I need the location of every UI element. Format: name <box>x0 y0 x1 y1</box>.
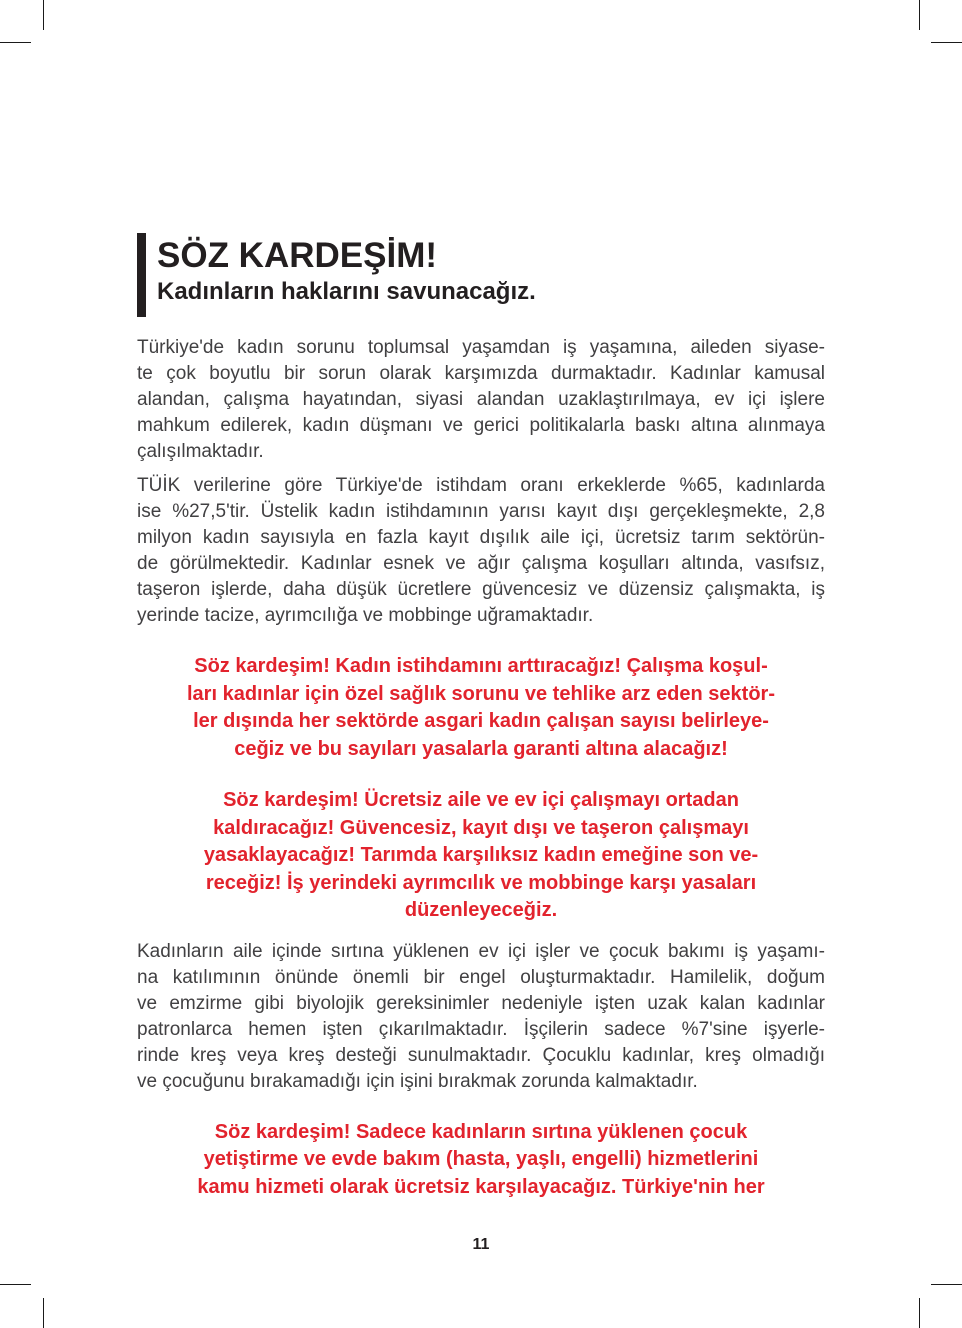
text-line: ve emzirme gibi biyolojik gereksinimler nedeniyle işten uzak kalan kadınlar <box>137 992 825 1014</box>
text-line: ları kadınlar için özel sağlık sorunu ve tehlike arz eden sektör- <box>187 682 775 705</box>
crop-mark-bottom-left-horizontal <box>0 1284 31 1285</box>
text-line: taşeron işlerde, daha düşük ücretlere güvencesiz ve düzensiz çalışmakta, iş <box>137 579 825 600</box>
text-line: patronlarca hemen işten çıkarılmaktadır. İşçilerin sadece %7'sine işyerle- <box>137 1018 825 1040</box>
text-line: de görülmektedir. Kadınlar esnek ve ağır çalışma koşulları altında, vasıfsız, <box>137 553 825 574</box>
text-line: Söz kardeşim! Sadece kadınların sırtına yüklenen çocuk <box>214 1120 748 1143</box>
text-line: yetiştirme ve evde bakım (hasta, yaşlı, engelli) hizmetlerini <box>203 1148 759 1170</box>
text-line: kaldıracağız! Güvencesiz, kayıt dışı ve taşeron çalışmayı <box>213 816 749 839</box>
crop-mark-top-left-horizontal <box>0 42 31 43</box>
text-line: ceğiz ve bu sayıları yasalarla garanti altına alacağız! <box>234 737 728 760</box>
promise-paragraph <box>167 1119 795 1202</box>
content-blocks <box>137 335 825 1201</box>
text-line: Söz kardeşim! Kadın istihdamını arttıracağız! Çalışma koşul- <box>194 655 768 677</box>
text-line: receğiz! İş yerindeki ayrımcılık ve mobbinge karşı yasaları <box>205 871 757 894</box>
body-paragraph <box>137 939 825 1095</box>
body-paragraph <box>137 335 825 465</box>
text-line: Söz kardeşim! Ücretsiz aile ve ev içi çalışmayı ortadan <box>223 789 739 811</box>
text-line: çalışılmaktadır. <box>137 441 264 462</box>
text-line: Kadınların aile içinde sırtına yüklenen ev içi işler ve çocuk bakımı iş yaşamı- <box>137 940 825 962</box>
text-line: kamu hizmeti olarak ücretsiz karşılayacağız. Türkiye'nin her <box>197 1175 765 1198</box>
text-line: rinde kreş veya kreş desteği sunulmaktadır. Çocuklu kadınlar, kreş olmadığı <box>137 1044 825 1066</box>
crop-mark-top-right-vertical <box>919 0 920 30</box>
crop-mark-bottom-right-vertical <box>919 1298 920 1328</box>
page-number: 11 <box>472 1236 490 1253</box>
title-accent-bar <box>137 233 146 317</box>
text-line: ise %27,5'tir. Üstelik kadın istihdamının yarısı kayıt dışı gerçekleşmekte, 2,8 <box>137 501 825 522</box>
text-line: mahkum edilerek, kadın düşmanı ve gerici politikalarla baskı altına alınmaya <box>137 415 825 436</box>
text-line: ve çocuğunu bırakamadığı için işini bırakmak zorunda kalmaktadır. <box>137 1070 698 1092</box>
page-subtitle: Kadınların haklarını savunacağız. <box>157 278 536 305</box>
text-line: na katılımının önünde önemli bir engel oluşturmaktadır. Hamilelik, doğum <box>137 966 825 988</box>
promise-paragraph <box>167 787 795 925</box>
section-header <box>137 233 825 317</box>
page-title: SÖZ KARDEŞİM! <box>157 236 437 275</box>
text-line: TÜİK verilerine göre Türkiye'de istihdam oranı erkeklerde %65, kadınlarda <box>137 475 825 496</box>
text-line: düzenleyeceğiz. <box>404 899 558 921</box>
crop-mark-top-right-horizontal <box>931 42 962 43</box>
text-line: yerinde tacize, ayrımcılığa ve mobbinge uğramaktadır. <box>137 605 594 626</box>
title-block <box>157 233 536 317</box>
text-line: te çok boyutlu bir sorun olarak karşımızda durmaktadır. Kadınlar kamusal <box>137 363 825 384</box>
page-content <box>137 233 825 1209</box>
text-line: Türkiye'de kadın sorunu toplumsal yaşamdan iş yaşamına, aileden siyase- <box>137 337 825 358</box>
promise-paragraph <box>167 653 795 763</box>
crop-mark-bottom-right-horizontal <box>931 1284 962 1285</box>
body-paragraph <box>137 473 825 629</box>
text-line: ler dışında her sektörde asgari kadın çalışan sayısı belirleye- <box>193 710 769 732</box>
text-line: milyon kadın sayısıyla en fazla kayıt dışılık aile içi, ücretsiz tarım sektörün- <box>137 527 825 548</box>
crop-mark-top-left-vertical <box>43 0 44 30</box>
text-line: alandan, çalışma hayatından, siyasi alandan uzaklaştırılmaya, ev içi işlere <box>137 389 825 410</box>
text-line: yasaklayacağız! Tarımda karşılıksız kadın emeğine son ve- <box>203 844 759 866</box>
crop-mark-bottom-left-vertical <box>43 1298 44 1328</box>
